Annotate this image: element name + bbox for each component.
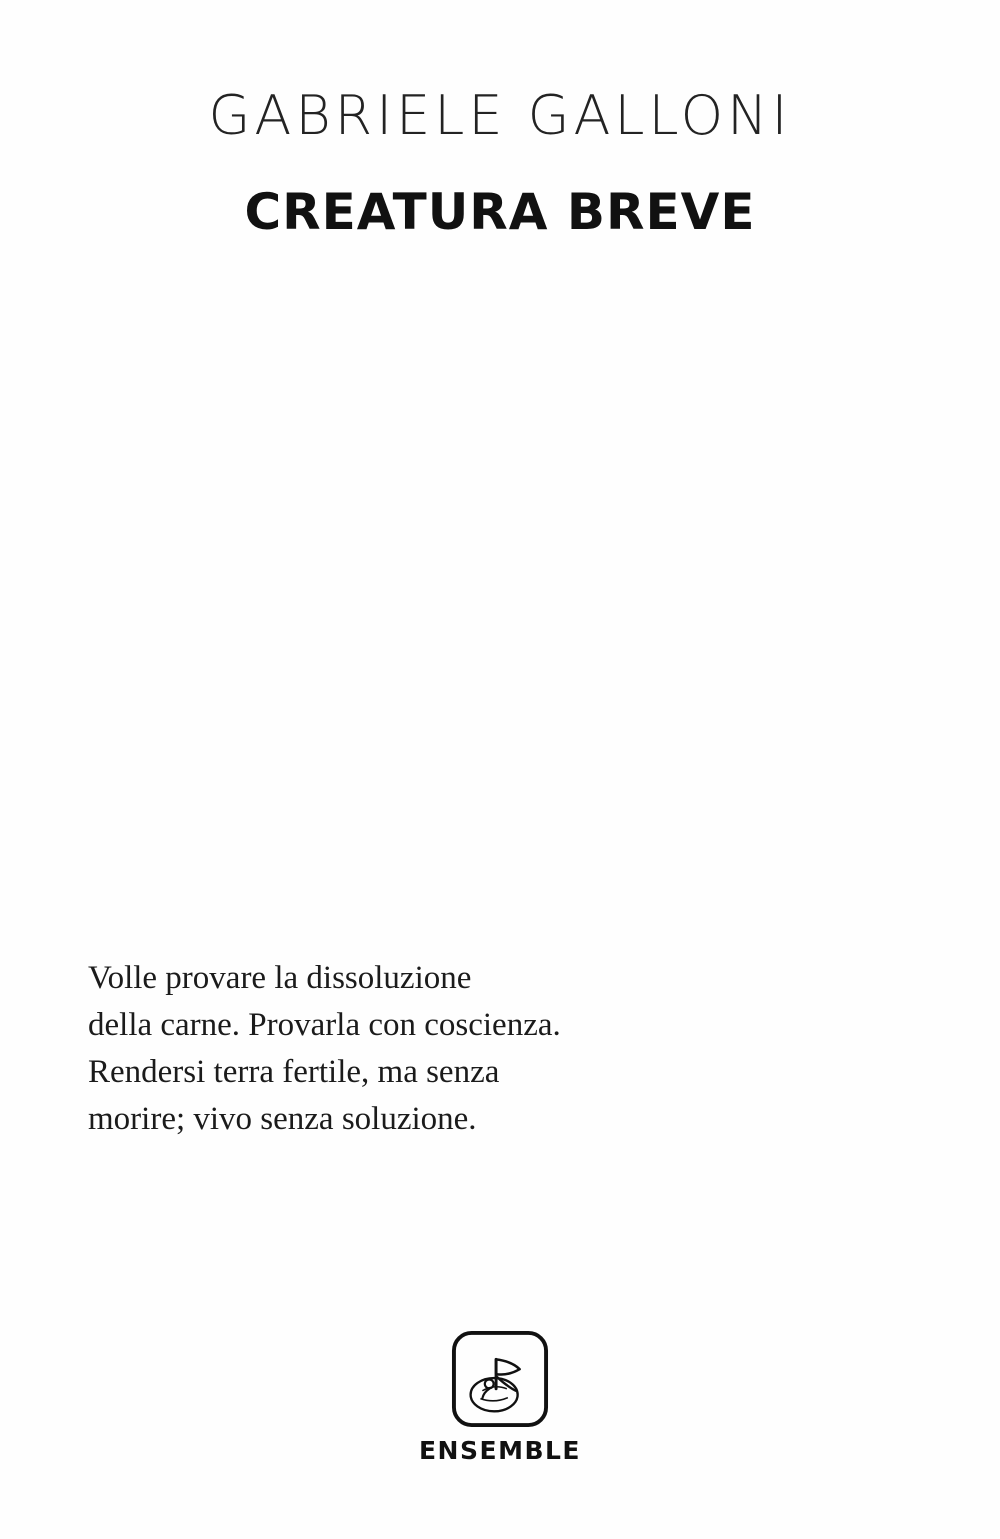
author-name: GABRIELE GALLONI xyxy=(208,84,792,147)
epigraph-poem xyxy=(88,955,728,1142)
epigraph-line-2: della carne. Provarla con coscienza. xyxy=(88,1006,561,1043)
book-title: CREATURA BREVE xyxy=(244,183,756,241)
publisher-block xyxy=(0,1330,1000,1465)
publisher-name: ENSEMBLE xyxy=(418,1436,582,1465)
epigraph-line-3: Rendersi terra fertile, ma senza xyxy=(88,1053,500,1090)
ensemble-publisher-logo-icon xyxy=(451,1330,549,1428)
epigraph-line-1: Volle provare la dissoluzione xyxy=(88,960,472,996)
epigraph-line-4: morire; vivo senza soluzione. xyxy=(88,1100,477,1137)
